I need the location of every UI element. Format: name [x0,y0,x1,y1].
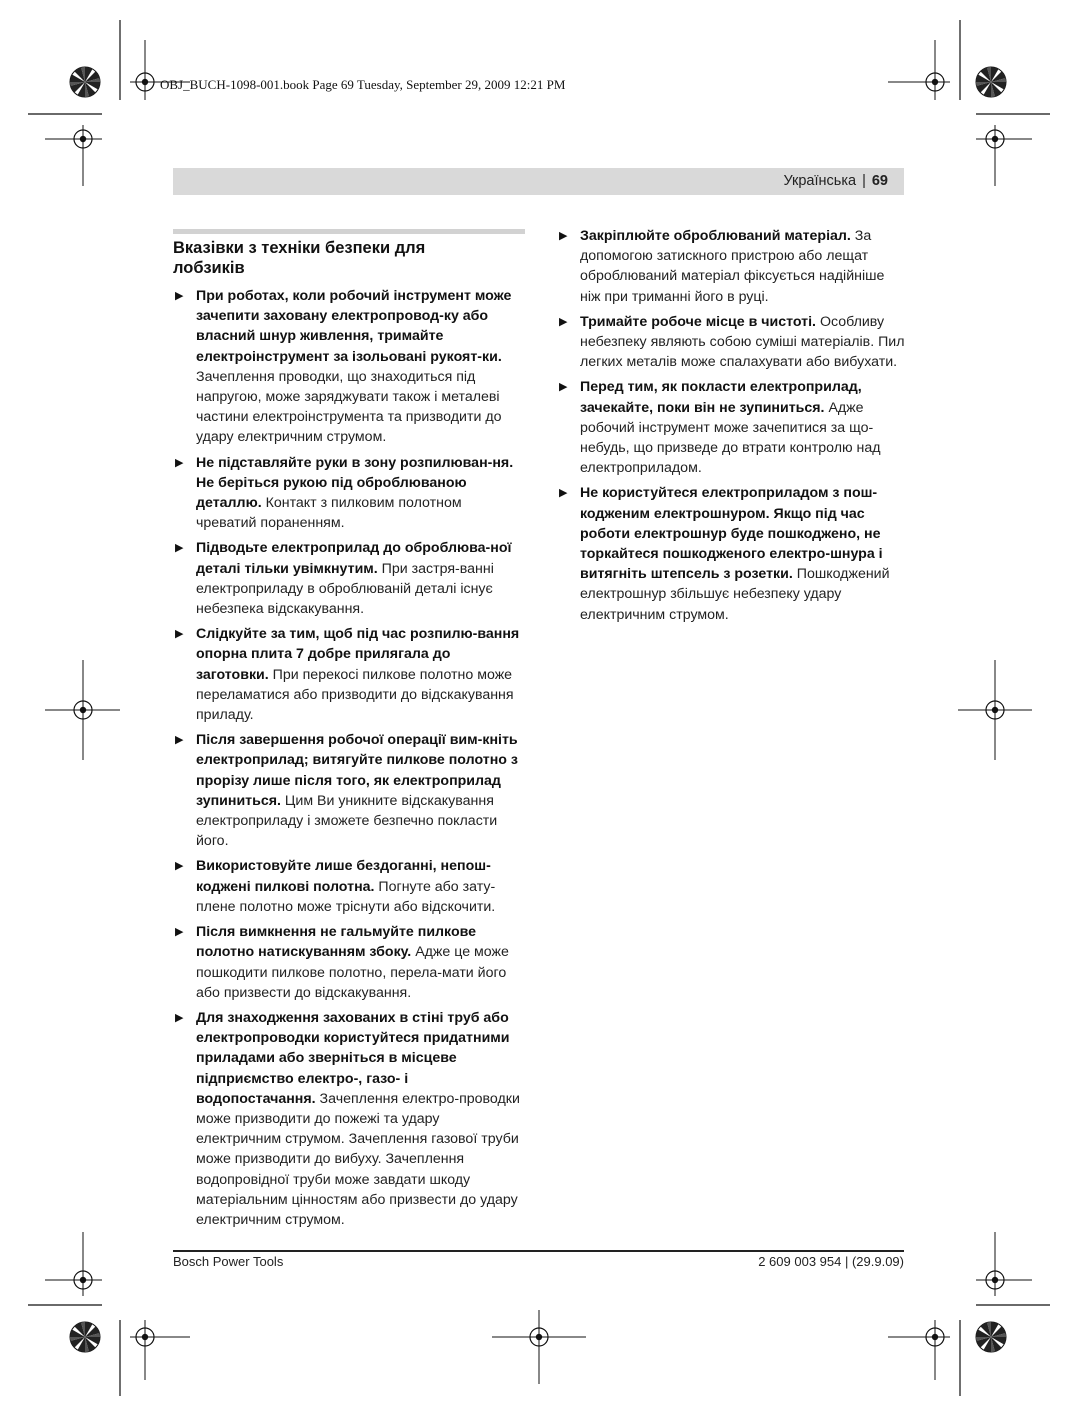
safety-item [173,730,525,851]
registration-star-icon [976,67,1006,97]
bullet-arrow-icon: ▶ [175,628,184,641]
safety-item-explanation: Особливу небезпеку являють собою суміші матеріалів. Пил легких металів може спалахувати або вибухати. [580,313,905,371]
safety-item [557,377,905,478]
safety-item [173,1008,525,1230]
section-title [173,238,525,278]
safety-item [173,856,525,917]
safety-item [557,226,905,307]
safety-item-warning: Тримайте робоче місце в чистоті. [580,313,816,330]
safety-item-warning: Після вимкнення не гальмуйте пилкове полотно натискуванням збоку. [196,924,477,961]
safety-item-explanation: Адже робочий інструмент може зачепитися за що-небудь, що призведе до втрати контролю над електроприладом. [580,399,881,477]
print-slug: OBJ_BUCH-1098-001.book Page 69 Tuesday, September 29, 2009 12:21 PM [160,77,566,92]
safety-list-left [173,286,525,1230]
safety-item [173,286,525,448]
footer-doc-number: 2 609 003 954 | (29.9.09) [758,1254,904,1269]
safety-item-explanation: Цим Ви уникните відскакування електроприладу і зможете безпечно покласти його. [196,792,498,850]
right-column [557,226,905,630]
bullet-arrow-icon: ▶ [175,290,184,302]
safety-item-warning: Підводьте електроприлад до оброблюва-ної деталі тільки увімкнутим. [196,540,512,577]
footer-brand: Bosch Power Tools [173,1254,284,1269]
page-number: 69 [871,173,888,189]
bullet-arrow-icon: ▶ [175,860,184,873]
safety-item-warning: Після завершення робочої операції вим-кніть електроприлад; витягуйте пилкове полотно з прорізу лише після того, як електроприлад зупиниться. [196,732,518,809]
bullet-arrow-icon: ▶ [559,487,568,500]
safety-item-explanation: При перекосі пилкове полотно може переламатися або призводити до відскакування приладу. [196,666,514,724]
safety-item-explanation: Зачеплення проводки, що знаходиться під напругою, може заряджувати також і металеві частини електроінструмента та призводити до удару електричним струмом. [196,368,502,446]
safety-item-explanation: Контакт з пилковим полотном чреватий пораненням. [196,495,462,532]
registration-star-icon [70,1322,100,1352]
header-separator: | [862,173,866,189]
bullet-arrow-icon: ▶ [175,456,184,469]
bullet-arrow-icon: ▶ [175,1011,184,1024]
safety-item-warning: Не користуйтеся електроприладом з пош-кодженим електрошнуром. Якщо під час роботи електрошнур буде пошкоджено, не торкайтеся пошкодженого електро-шнура і витягніть штепсель з розетки. [580,485,883,583]
section-rule [173,229,525,234]
safety-item-explanation: Погнуте або зату-плене полотно може тріснути або відскочити. [196,878,496,915]
safety-item [557,483,905,624]
header-language: Українська [783,173,857,189]
bullet-arrow-icon: ▶ [175,542,184,555]
bullet-arrow-icon: ▶ [559,315,568,328]
safety-item-explanation: Пошкоджений електрошнур збільшує небезпеку удару електричним струмом. [580,566,890,623]
bullet-arrow-icon: ▶ [559,381,568,394]
safety-item-warning: Слідкуйте за тим, щоб під час розпилю-вання опорна плита 7 добре прилягала до заготовки. [196,626,520,683]
page-header [173,168,904,195]
safety-item-explanation: Адже це може пошкодити пилкове полотно, перела-мати його або призвести до відскакування. [196,944,509,1001]
registration-star-icon [70,67,100,97]
safety-item-explanation: Зачеплення електро-проводки може призводити до пожежі та удару електричним струмом. Зачеплення газової труби може призводити до вибуху. Зачеплення водопровідної труби може завдати шкоду матеріальним цінностям або призвести до удару електричним струмом. [196,1090,520,1228]
footer-rule [173,1250,904,1252]
safety-item-explanation: За допомогою затискного пристрою або лещат оброблюваний матеріал фіксується надійніше ніж при триманні його в руці. [580,228,885,305]
safety-list-right [557,226,905,625]
safety-item [173,922,525,1003]
safety-item-warning: При роботах, коли робочий інструмент може зачепити заховану електропровод-ку або власний шнур живлення, тримайте електроінструмент за ізольовані рукоят-ки. [196,288,512,365]
safety-item-warning: Використовуйте лише бездоганні, непош-коджені пилкові полотна. [196,858,491,895]
safety-item-warning: Для знаходження захованих в стіні труб або електропроводки користуйтеся придатними приладами або зверніться в місцеве підприємство електро-, газо- і водопостачання. [196,1009,510,1107]
left-column [173,229,525,1235]
section-title-line: Вказівки з техніки безпеки для [173,239,426,257]
bullet-arrow-icon: ▶ [175,734,184,747]
safety-item [557,312,905,373]
safety-item-warning: Не підставляйте руки в зону розпилюван-ня. Не беріться рукою під оброблюваною деталлю. [196,454,514,512]
safety-item-explanation: При застря-ванні електроприладу в оброблюваній деталі існує небезпека відскакування. [196,560,494,618]
section-title-line: лобзиків [173,259,245,277]
registration-star-icon [976,1322,1006,1352]
header-text [783,173,888,189]
bullet-arrow-icon: ▶ [175,926,184,939]
safety-item [173,624,525,725]
safety-item-warning: Закріплюйте оброблюваний матеріал. [580,228,851,244]
safety-item-warning: Перед тим, як покласти електроприлад, зачекайте, поки він не зупиниться. [580,379,862,416]
safety-item [173,453,525,534]
bullet-arrow-icon: ▶ [559,230,568,242]
safety-item [173,538,525,619]
